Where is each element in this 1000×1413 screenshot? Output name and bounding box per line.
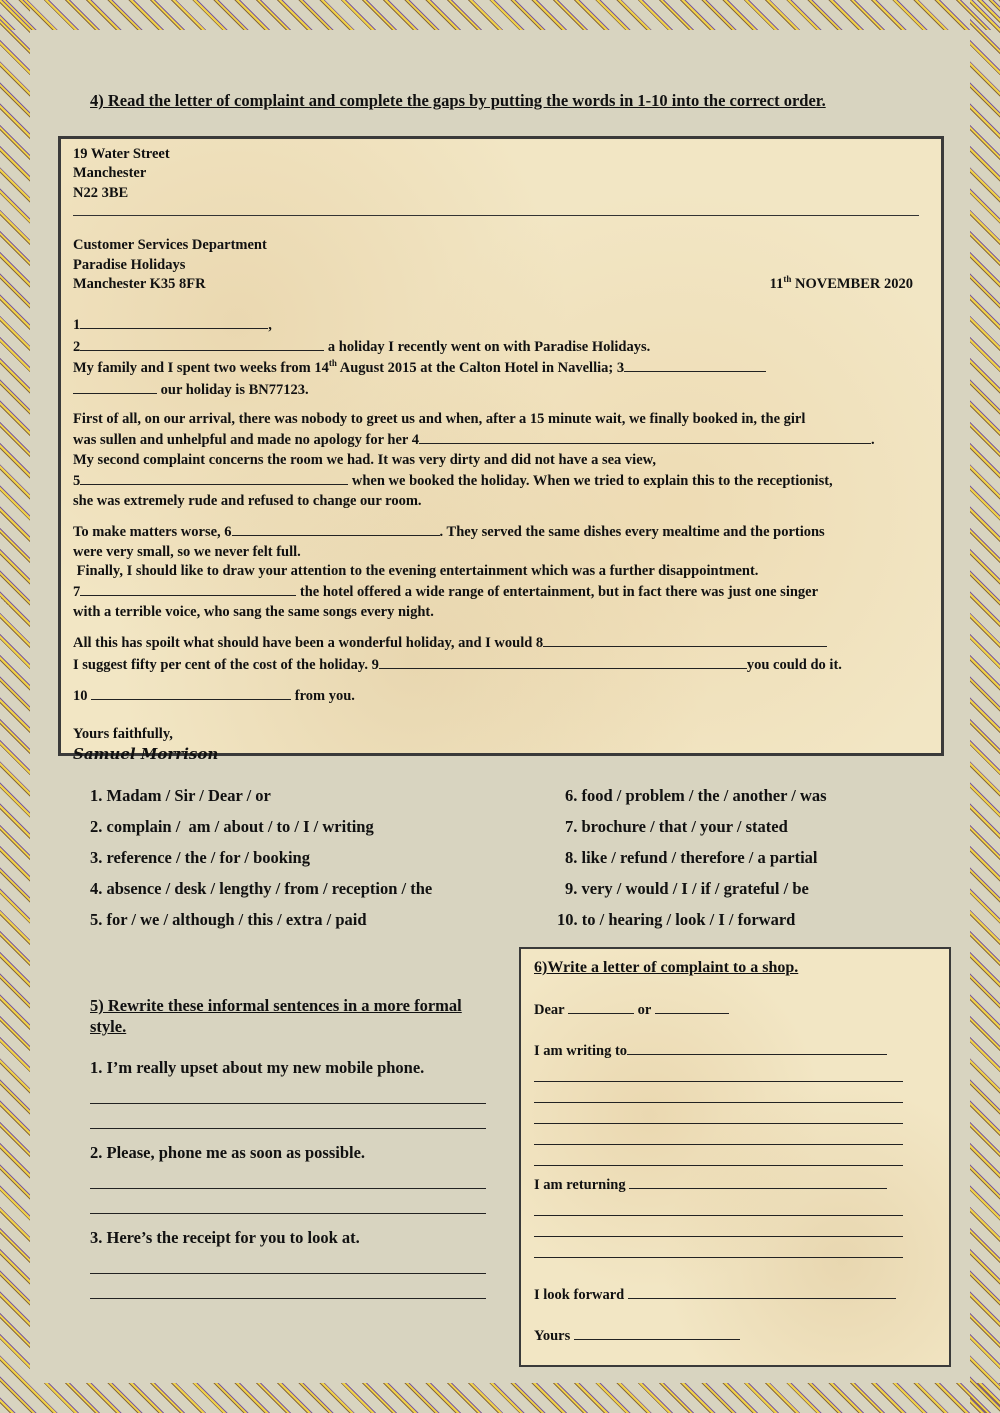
exercise-5-question: 1. I’m really upset about my new mobile phone.: [90, 1058, 425, 1077]
gap-10-blank[interactable]: [91, 685, 291, 700]
recipient-address-line: Manchester K35 8FR: [73, 276, 206, 293]
gap-9-blank[interactable]: [379, 654, 747, 669]
pencil-border-left: [0, 0, 30, 1413]
sender-address-line: N22 3BE: [73, 184, 129, 201]
pencil-border-bottom: [0, 1383, 1000, 1413]
forward-line: I look forward: [534, 1284, 906, 1305]
word-list-item: 9. very / would / I / if / grateful / be: [565, 879, 809, 898]
gap-9-line: I suggest fifty per cent of the cost of the holiday. 9 you could do it.: [73, 654, 923, 675]
answer-line[interactable]: [90, 1189, 486, 1214]
letter-text-line: with a terrible voice, who sang the same songs every night.: [73, 603, 434, 620]
yours-blank[interactable]: [574, 1325, 740, 1340]
answer-line[interactable]: [90, 1164, 486, 1189]
letter-text-line: she was extremely rude and refused to change our room.: [73, 492, 422, 509]
recipient-address-line: Customer Services Department: [73, 237, 267, 254]
letter-date: 11th NOVEMBER 2020: [769, 274, 913, 293]
answer-line[interactable]: [534, 1237, 903, 1258]
answer-line[interactable]: [534, 1061, 903, 1082]
gap-5-line: 5 when we booked the holiday. When we tried to explain this to the receptionist,: [73, 470, 923, 491]
gap-2-blank[interactable]: [80, 336, 324, 351]
exercise-6-title: 6)Write a letter of complaint to a shop.: [534, 959, 799, 976]
gap-7-blank[interactable]: [80, 581, 296, 596]
returning-blank[interactable]: [629, 1174, 887, 1189]
word-list-right: [557, 780, 827, 935]
yours-line: Yours: [534, 1325, 906, 1346]
gap-8-blank[interactable]: [543, 632, 827, 647]
answer-line[interactable]: [90, 1249, 486, 1274]
returning-line: I am returning: [534, 1174, 906, 1195]
gap-4-blank[interactable]: [419, 429, 871, 444]
word-list-item: 6. food / problem / the / another / was: [565, 786, 827, 805]
exercise-5: [90, 995, 490, 1299]
sender-address: [73, 145, 923, 203]
forward-blank[interactable]: [628, 1284, 896, 1299]
gap-8-line: All this has spoilt what should have been a wonderful holiday, and I would 8: [73, 632, 923, 653]
gap-6-blank[interactable]: [232, 521, 440, 536]
divider: [73, 215, 919, 216]
word-list-item: 7. brochure / that / your / stated: [565, 817, 788, 836]
gap-7-line: 7 the hotel offered a wide range of entertainment, but in fact there was just one singer: [73, 581, 923, 602]
writing-blank[interactable]: [627, 1040, 887, 1055]
pencil-border-top: [0, 0, 1000, 30]
recipient-address: [73, 236, 923, 294]
sender-address-line: 19 Water Street: [73, 146, 170, 162]
answer-line[interactable]: [534, 1082, 903, 1103]
letter-closing: Yours faithfully,: [73, 726, 173, 743]
letter-signature: Samuel Morrison: [73, 744, 219, 763]
exercise-4-heading: 4) Read the letter of complaint and complete the gaps by putting the words in 1-10 into the correct order.: [90, 91, 826, 110]
exercise-6-box: [519, 947, 951, 1367]
gap-3-blank[interactable]: [624, 357, 766, 372]
dear-blank[interactable]: [655, 999, 729, 1014]
letter-text-line: our holiday is BN77123.: [73, 379, 923, 400]
letter-text-line: My family and I spent two weeks from 14th August 2015 at the Calton Hotel in Navellia; 3: [73, 357, 923, 378]
word-list-item: 10. to / hearing / look / I / forward: [557, 910, 796, 929]
gap-1-blank[interactable]: [80, 314, 268, 329]
letter-content: [73, 145, 923, 764]
letter-text-line: were very small, so we never felt full.: [73, 543, 301, 560]
exercise-5-question: 2. Please, phone me as soon as possible.: [90, 1143, 366, 1162]
answer-line[interactable]: [534, 1103, 903, 1124]
word-list-item: 5. for / we / although / this / extra / paid: [90, 910, 367, 929]
letter-box: [58, 136, 944, 763]
gap-1-line: 1 ,: [73, 314, 923, 335]
letter-text-line: Finally, I should like to draw your attention to the evening entertainment which was a further disappointment.: [73, 562, 759, 579]
sender-address-line: Manchester: [73, 165, 147, 182]
letter-text-line: First of all, on our arrival, there was nobody to greet us and when, after a 15 minute wait, we finally booked in, the girl: [73, 411, 806, 428]
answer-line[interactable]: [534, 1145, 903, 1166]
word-list-item: 2. complain / am / about / to / I / writing: [90, 817, 374, 836]
answer-line[interactable]: [90, 1079, 486, 1104]
exercise-5-title: 5) Rewrite these informal sentences in a more formal style.: [90, 996, 462, 1036]
dear-blank[interactable]: [568, 999, 634, 1014]
gap-4-line: was sullen and unhelpful and made no apology for her 4 .: [73, 429, 923, 450]
letter-text-line: My second complaint concerns the room we had. It was very dirty and did not have a sea view,: [73, 451, 656, 468]
answer-line[interactable]: [534, 1216, 903, 1237]
recipient-address-line: Paradise Holidays: [73, 256, 186, 273]
writing-line: I am writing to: [534, 1040, 906, 1061]
word-list-item: 8. like / refund / therefore / a partial: [565, 848, 818, 867]
answer-line[interactable]: [90, 1274, 486, 1299]
word-list-item: 4. absence / desk / lengthy / from / reception / the: [90, 879, 433, 898]
gap-10-line: 10 from you.: [73, 685, 923, 706]
gap-5-blank[interactable]: [80, 470, 348, 485]
pencil-border-right: [970, 0, 1000, 1413]
gap-6-line: To make matters worse, 6 . They served the same dishes every mealtime and the portions: [73, 521, 923, 542]
word-list-left: [90, 780, 432, 935]
answer-line[interactable]: [90, 1104, 486, 1129]
gap-3-blank-continued[interactable]: [73, 379, 157, 394]
answer-line[interactable]: [534, 1124, 903, 1145]
answer-line[interactable]: [534, 1195, 903, 1216]
word-list-item: 3. reference / the / for / booking: [90, 848, 310, 867]
dear-line: Dear or: [534, 999, 906, 1020]
gap-2-line: 2 a holiday I recently went on with Paradise Holidays.: [73, 336, 923, 357]
word-list-item: 1. Madam / Sir / Dear / or: [90, 786, 271, 805]
exercise-5-question: 3. Here’s the receipt for you to look at.: [90, 1228, 360, 1247]
